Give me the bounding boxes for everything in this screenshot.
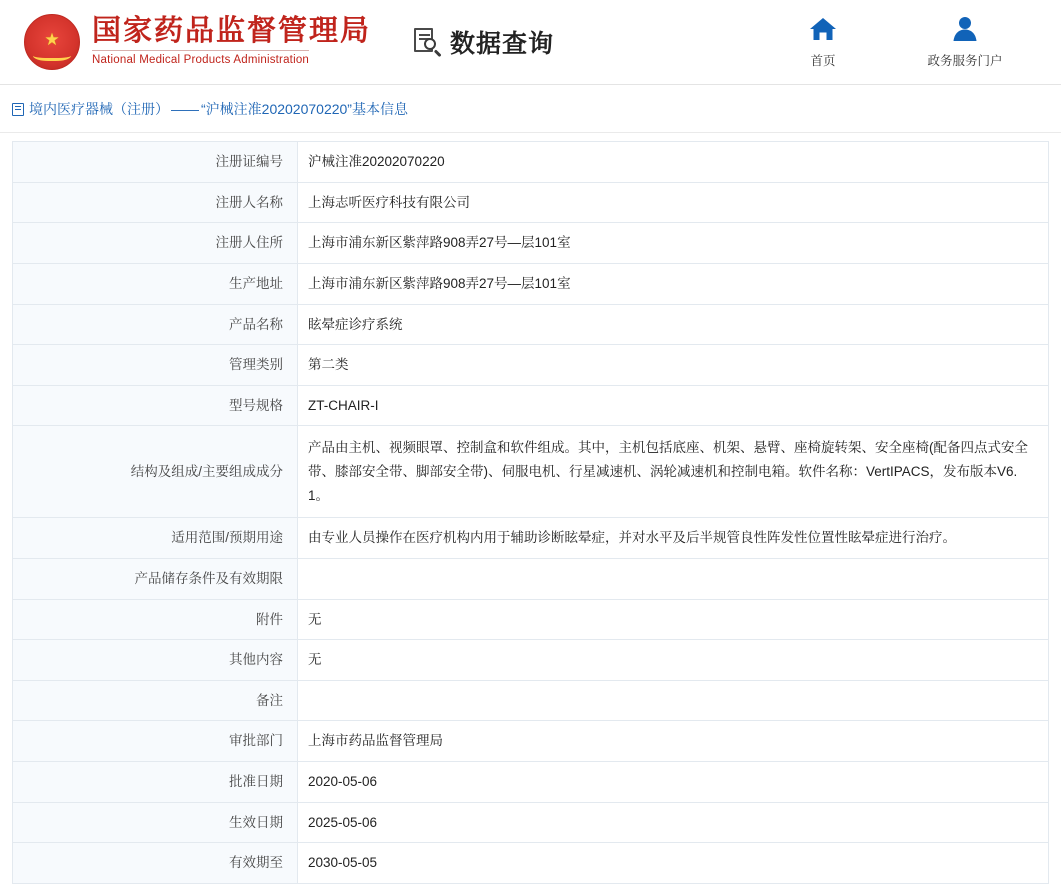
header-link-home-label: 首页 <box>810 54 836 68</box>
row-value: 上海市药品监督管理局 <box>298 721 1049 762</box>
user-portal-icon <box>919 15 1011 45</box>
row-value: 无 <box>298 599 1049 640</box>
row-value <box>298 558 1049 599</box>
brand-title-cn: 国家药品监督管理局 <box>92 14 372 47</box>
home-icon <box>777 15 869 45</box>
row-label: 注册证编号 <box>13 142 298 183</box>
table-row <box>13 345 1049 386</box>
row-value: 上海市浦东新区紫萍路908弄27号—层101室 <box>298 223 1049 264</box>
row-label: 审批部门 <box>13 721 298 762</box>
row-label: 生产地址 <box>13 263 298 304</box>
table-row <box>13 680 1049 721</box>
registration-info-table <box>12 141 1049 884</box>
document-icon <box>12 103 24 116</box>
header-link-portal-label: 政务服务门户 <box>927 54 1003 68</box>
registration-info-section <box>0 133 1061 884</box>
table-row <box>13 223 1049 264</box>
breadcrumb-current: “沪械注准20202070220”基本信息 <box>201 101 408 117</box>
table-row <box>13 518 1049 559</box>
document-search-icon <box>413 27 443 57</box>
row-label: 型号规格 <box>13 385 298 426</box>
table-row <box>13 721 1049 762</box>
table-row <box>13 426 1049 518</box>
row-label: 产品名称 <box>13 304 298 345</box>
table-row <box>13 599 1049 640</box>
row-value: 上海市浦东新区紫萍路908弄27号—层101室 <box>298 263 1049 304</box>
data-query-label: 数据查询 <box>450 30 555 58</box>
row-label: 生效日期 <box>13 802 298 843</box>
header-link-home[interactable] <box>777 15 869 69</box>
row-value: 无 <box>298 640 1049 681</box>
table-row <box>13 843 1049 884</box>
national-emblem-icon <box>24 14 80 70</box>
breadcrumb <box>12 99 1049 119</box>
row-label: 产品储存条件及有效期限 <box>13 558 298 599</box>
breadcrumb-bar <box>0 84 1061 133</box>
table-row <box>13 182 1049 223</box>
row-label: 批准日期 <box>13 762 298 803</box>
row-value: 2030-05-05 <box>298 843 1049 884</box>
row-label: 其他内容 <box>13 640 298 681</box>
header-link-portal[interactable] <box>919 15 1011 69</box>
row-label: 附件 <box>13 599 298 640</box>
site-header <box>0 0 1061 84</box>
row-label: 管理类别 <box>13 345 298 386</box>
row-value <box>298 680 1049 721</box>
row-label: 有效期至 <box>13 843 298 884</box>
table-row <box>13 558 1049 599</box>
row-label: 注册人名称 <box>13 182 298 223</box>
row-label: 适用范围/预期用途 <box>13 518 298 559</box>
row-value: ZT-CHAIR-I <box>298 385 1049 426</box>
table-row <box>13 802 1049 843</box>
row-value: 上海志听医疗科技有限公司 <box>298 182 1049 223</box>
table-row <box>13 640 1049 681</box>
row-value: 第二类 <box>298 345 1049 386</box>
table-row <box>13 385 1049 426</box>
table-row <box>13 263 1049 304</box>
breadcrumb-separator: —— <box>171 101 199 117</box>
row-label: 注册人住所 <box>13 223 298 264</box>
data-query-title <box>413 24 554 60</box>
row-value: 2020-05-06 <box>298 762 1049 803</box>
brand-title-en: National Medical Products Administration <box>92 50 309 66</box>
table-row <box>13 142 1049 183</box>
row-label: 结构及组成/主要组成成分 <box>13 426 298 518</box>
row-value: 由专业人员操作在医疗机构内用于辅助诊断眩晕症，并对水平及后半规管良性阵发性位置性眩晕症进行治疗。 <box>298 518 1049 559</box>
header-links <box>777 15 1037 69</box>
table-row <box>13 762 1049 803</box>
row-label: 备注 <box>13 680 298 721</box>
breadcrumb-link-category[interactable]: 境内医疗器械（注册） <box>29 101 169 117</box>
brand-block <box>92 16 371 69</box>
table-row <box>13 304 1049 345</box>
row-value: 眩晕症诊疗系统 <box>298 304 1049 345</box>
row-value: 沪械注准20202070220 <box>298 142 1049 183</box>
row-value: 产品由主机、视频眼罩、控制盒和软件组成。其中，主机包括底座、机架、悬臂、座椅旋转架、安全座椅(配备四点式安全带、膝部安全带、脚部安全带)、伺服电机、行星减速机、涡轮减速机和控制电箱。软件名称：VertIPACS，发布版本V6.1。 <box>298 426 1049 518</box>
row-value: 2025-05-06 <box>298 802 1049 843</box>
